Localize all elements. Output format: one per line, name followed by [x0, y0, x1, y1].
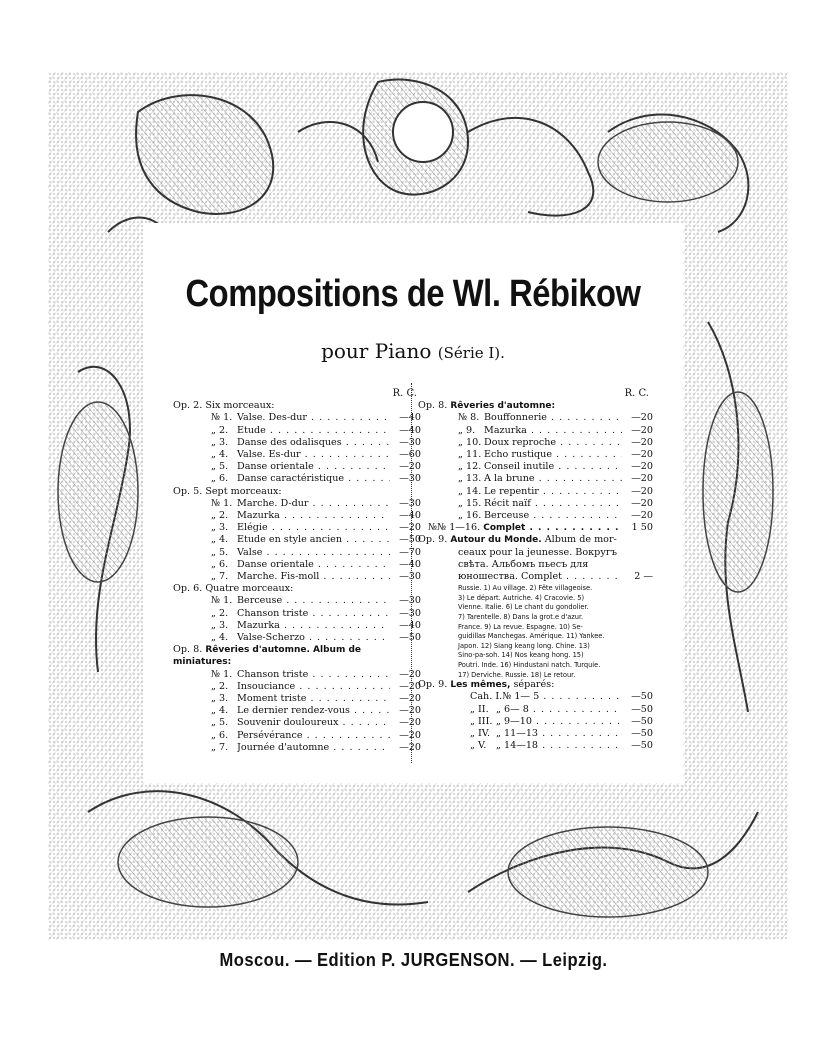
item-title: Insouciance . . .: [237, 681, 390, 693]
list-item: [173, 449, 421, 461]
item-title: Danse orientale . . .: [237, 559, 390, 571]
item-number: Cah. I.: [470, 691, 503, 703]
list-item: [418, 486, 653, 498]
list-item: [173, 547, 421, 559]
op9-line2: ceaux pour la jeunesse. Вокругъ: [458, 546, 618, 558]
item-number: „ 4.: [211, 632, 229, 644]
item-title: Valse. Des-dur . . .: [237, 412, 390, 424]
list-item: [418, 728, 653, 740]
item-price: —50: [631, 715, 653, 727]
list-item: [173, 534, 421, 546]
list-item: [418, 704, 653, 716]
item-number: „ 3.: [211, 436, 229, 448]
op9-detail-line: Japon. 12) Siang keang long. Chine. 13): [458, 640, 590, 650]
item-title: Moment triste . . .: [237, 693, 390, 705]
list-item: [418, 412, 653, 424]
item-number: „ 2.: [211, 510, 229, 522]
item-number: „ V.: [470, 740, 487, 752]
op9b-heading: Op. 9. Les mêmes, séparés:: [418, 679, 555, 691]
item-price: —30: [399, 607, 421, 619]
item-number: „ 5.: [211, 717, 229, 729]
op9-detail-line: 17) Derviche. Russie. 18) Le retour.: [458, 669, 576, 679]
publisher-footer: Moscou. — Edition P. JURGENSON. — Leipzig.: [219, 950, 608, 970]
item-price: —50: [631, 691, 653, 703]
item-price: —20: [399, 717, 421, 729]
list-item: [173, 571, 421, 583]
item-price: —30: [399, 473, 421, 485]
item-price: —20: [631, 412, 653, 424]
item-price: —30: [399, 595, 421, 607]
item-title: „ 9—10 . . .: [496, 716, 622, 728]
op9-line3: свѣта. Альбомъ пьесъ для: [458, 558, 589, 570]
item-title: Mazurka . . .: [237, 510, 390, 522]
item-price: —50: [399, 632, 421, 644]
item-number: „ 12.: [458, 461, 482, 473]
list-item: [173, 620, 421, 632]
item-price: —20: [399, 741, 421, 753]
item-number: № 1.: [211, 595, 233, 607]
item-price: —20: [631, 473, 653, 485]
opus-heading: [173, 486, 421, 498]
item-number: „ 4.: [211, 449, 229, 461]
item-title: Berceuse . . .: [484, 510, 622, 522]
currency-label: R. C.: [392, 388, 417, 399]
op8-items: [418, 412, 653, 522]
list-item: [418, 716, 653, 728]
item-title: Berceuse . . .: [237, 595, 390, 607]
list-item: [173, 425, 421, 437]
op9-detail-line: France. 9) La revue. Espagne. 10) Se-: [458, 621, 583, 631]
item-price: —70: [399, 546, 421, 558]
item-number: „ 16.: [458, 510, 482, 522]
item-title: „ 6— 8 . . .: [496, 704, 622, 716]
opus-title: Quatre morceaux:: [205, 583, 294, 595]
opus-label: Op. 5.: [173, 485, 206, 497]
item-number: „ 11.: [458, 449, 482, 461]
item-title: Etude . . .: [237, 425, 390, 437]
item-title: Bouffonnerie . . .: [484, 412, 622, 424]
item-price: —40: [399, 424, 421, 436]
item-title: Chanson triste . . .: [237, 608, 390, 620]
item-title: Echo rustique . . .: [484, 449, 622, 461]
item-title: Danse des odalisques . . .: [237, 437, 390, 449]
item-number: „ 2.: [211, 680, 229, 692]
item-number: „ 5.: [211, 546, 229, 558]
item-price: —40: [399, 412, 421, 424]
op9-heading: Op. 9. Autour du Monde. Album de mor-: [418, 534, 617, 546]
item-number: „ 13.: [458, 473, 482, 485]
title-panel: [143, 223, 683, 783]
item-number: „ 2.: [211, 607, 229, 619]
list-item: [173, 608, 421, 620]
list-item: [173, 632, 421, 644]
list-item: [173, 522, 421, 534]
op8-heading: Op. 8. Rêveries d'automne:: [418, 400, 556, 412]
item-price: —20: [399, 705, 421, 717]
list-item: [418, 425, 653, 437]
cahiers-list: [418, 691, 653, 752]
item-price: —50: [631, 703, 653, 715]
item-number: „ 7.: [211, 741, 229, 753]
item-price: —40: [399, 558, 421, 570]
item-number: „ 4.: [211, 534, 229, 546]
op9-detail-line: Russie. 1) Au village. 2) Fête villageoise.: [458, 583, 593, 593]
item-title: Récit naïf . . .: [484, 498, 622, 510]
list-item: [418, 498, 653, 510]
list-item: [173, 669, 421, 681]
item-price: —50: [631, 728, 653, 739]
item-number: „ 3.: [211, 619, 229, 631]
item-number: „ 7.: [211, 571, 229, 583]
opus-title: Six morceaux:: [205, 400, 275, 412]
item-title: Etude en style ancien . . .: [237, 534, 390, 546]
opus-heading: [173, 400, 421, 412]
item-title: Valse . . .: [237, 547, 390, 559]
item-title: Marche. Fis-moll . . .: [237, 571, 390, 583]
list-item: [173, 681, 421, 693]
item-number: „ 2.: [211, 424, 229, 436]
op9-detail-line: Poutri. Inde. 16) Hindustani natch. Turquie.: [458, 660, 601, 669]
item-price: —40: [399, 510, 421, 522]
item-number: № 1.: [211, 497, 233, 509]
item-price: —50: [399, 534, 421, 546]
item-title: A la brune . . .: [484, 473, 622, 485]
list-item: [173, 717, 421, 729]
op9-detail-line: guidillas Manchegas. Amérique. 11) Yankee.: [458, 631, 605, 641]
subtitle: [143, 339, 683, 363]
list-item: [173, 461, 421, 473]
item-number: „ 3.: [211, 522, 229, 534]
list-item: [418, 740, 653, 752]
item-number: № 1.: [211, 668, 233, 680]
list-item: [173, 559, 421, 571]
currency-label-right: R. C.: [624, 388, 649, 399]
item-number: „ 4.: [211, 705, 229, 717]
item-number: „ IV.: [470, 728, 491, 739]
item-price: —20: [631, 510, 653, 522]
item-number: „ 3.: [211, 693, 229, 705]
item-number: „ II.: [470, 703, 489, 715]
left-groups: [173, 400, 421, 754]
item-number: № 8.: [458, 412, 480, 424]
item-number: „ 6.: [211, 558, 229, 570]
item-price: —30: [399, 436, 421, 448]
item-price: —20: [399, 693, 421, 705]
list-item: [173, 412, 421, 424]
item-title: „ 14—18 . . .: [496, 740, 622, 752]
subtitle-main: pour Piano: [321, 339, 432, 363]
list-item: [173, 595, 421, 607]
opus-title: Sept morceaux:: [205, 485, 282, 497]
item-title: Valse-Scherzo . . .: [237, 632, 390, 644]
list-item: [418, 473, 653, 485]
item-price: —20: [399, 680, 421, 692]
item-title: Doux reproche . . .: [484, 437, 622, 449]
item-title: Persévérance . . .: [237, 730, 390, 742]
item-price: —20: [399, 522, 421, 534]
list-item: [173, 693, 421, 705]
list-item: [173, 742, 421, 754]
item-title: „ 11—13 . . .: [496, 728, 622, 740]
item-title: Journée d'automne . . .: [237, 742, 390, 754]
left-column: [173, 388, 421, 754]
item-price: —20: [631, 485, 653, 497]
item-price: —60: [399, 449, 421, 461]
item-price: —20: [399, 668, 421, 680]
item-title: Valse. Es-dur . . .: [237, 449, 390, 461]
op9-detail-line: Sino-pa-soh. 14) Nos keang hong. 15): [458, 650, 584, 660]
item-number: „ 9.: [458, 424, 476, 436]
item-number: „ 15.: [458, 497, 482, 509]
item-price: —20: [631, 436, 653, 448]
op9-detail-line: 3) Le départ. Autriche. 4) Cracovie. 5): [458, 592, 585, 602]
item-title: Chanson triste . . .: [237, 669, 390, 681]
op9-detail-line: Vienne. Italie. 6) Le chant du gondolier.: [458, 602, 589, 612]
item-number: „ 14.: [458, 485, 482, 497]
item-number: „ 6.: [211, 729, 229, 741]
item-title: Le dernier rendez-vous . . .: [237, 705, 390, 717]
op9-detail-line: 7) Tarentelle. 8) Dans la grot.e d'azur.: [458, 612, 584, 622]
op9-detail: [418, 583, 653, 679]
complete-row: №№ 1—16. Complet . . . 1 50: [418, 522, 653, 534]
item-price: —20: [399, 461, 421, 473]
item-price: —50: [631, 740, 653, 752]
opus-label: Op. 2.: [173, 400, 206, 412]
list-item: [418, 691, 653, 703]
item-title: Marche. D-dur . . .: [237, 498, 390, 510]
list-item: [418, 449, 653, 461]
item-title: Mazurka . . .: [484, 425, 622, 437]
item-price: —20: [631, 497, 653, 509]
opus-label: Op. 6.: [173, 583, 206, 595]
opus-heading: [173, 644, 421, 668]
item-title: Elégie . . .: [237, 522, 390, 534]
item-price: —30: [399, 497, 421, 509]
list-item: [173, 473, 421, 485]
list-item: [173, 730, 421, 742]
item-title: Le repentir . . .: [484, 486, 622, 498]
right-column: [418, 388, 653, 752]
list-item: [418, 437, 653, 449]
page-title: Compositions de Wl. Rébikow: [185, 273, 641, 315]
list-item: [418, 510, 653, 522]
item-number: „ 10.: [458, 436, 482, 448]
item-price: —20: [631, 424, 653, 436]
list-item: [173, 510, 421, 522]
item-price: —20: [631, 461, 653, 473]
item-number: № 1.: [211, 412, 233, 424]
item-price: —40: [399, 619, 421, 631]
item-title: № 1— 5 . . .: [502, 691, 622, 703]
opus-heading: [173, 583, 421, 595]
item-price: —20: [631, 449, 653, 461]
op9-complete-row: юношества. Complet . . . 2 —: [418, 571, 653, 583]
list-item: [418, 461, 653, 473]
item-title: Mazurka . . .: [237, 620, 390, 632]
item-number: „ 6.: [211, 473, 229, 485]
list-item: [173, 498, 421, 510]
item-price: —20: [399, 729, 421, 741]
item-title: Danse orientale . . .: [237, 461, 390, 473]
item-price: —30: [399, 571, 421, 583]
subtitle-series: (Série I).: [437, 344, 505, 362]
item-number: „ III.: [470, 715, 493, 727]
list-item: [173, 705, 421, 717]
item-title: Souvenir douloureux . . .: [237, 717, 390, 729]
opus-label: Op. 8.: [173, 644, 206, 656]
item-number: „ 5.: [211, 461, 229, 473]
item-title: Conseil inutile . . .: [484, 461, 622, 473]
item-title: Danse caractéristique . . .: [237, 473, 390, 485]
list-item: [173, 437, 421, 449]
opus-title: Rêveries d'automne. Album de miniatures:: [173, 645, 361, 668]
